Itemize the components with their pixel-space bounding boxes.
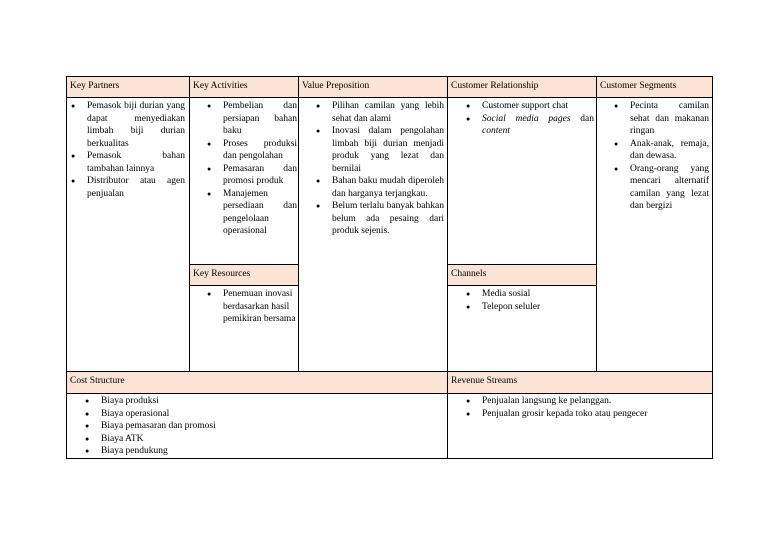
revenue-streams-header (448, 371, 712, 394)
channels-body (464, 288, 594, 313)
list-item: ● Manajemen persediaan dan pengelolaan operasional (205, 188, 297, 238)
customer-relationship-header (448, 77, 596, 98)
list-item: ● Pembelian dan persiapan bahan baku (205, 100, 297, 138)
list-item: ● Proses produksi dan pengolahan (205, 138, 297, 163)
key-activities-header (190, 77, 298, 98)
divider (447, 77, 448, 459)
key-partners-title: Key Partners (70, 81, 120, 91)
customer-segments-title: Customer Segments (600, 81, 677, 91)
cost-structure-title: Cost Structure (70, 376, 125, 386)
list-item: ● Penjualan langsung ke pelanggan. (464, 395, 710, 408)
list-item: ● Bahan baku mudah diperoleh dan harganya terjangkau. (314, 175, 444, 200)
list-item: ● Anak-anak, remaja, dan dewasa. (612, 138, 709, 163)
list-item (464, 113, 594, 138)
list-item: ● Belum terlalu banyak bahkan belum ada pesaing dari produk sejenis. (314, 200, 444, 238)
list-item: ● Biaya pendukung (83, 445, 443, 458)
list-item: ● Biaya operasional (83, 408, 443, 421)
cost-structure-header (67, 371, 447, 394)
list-item: ● Orang-orang yang mencari alternatif camilan yang lezat dan bergizi (612, 163, 709, 213)
key-resources-title: Key Resources (193, 269, 251, 279)
list-item: ● Telepon seluler (464, 301, 594, 314)
list-item: ● Distributor atau agen penjualan (69, 175, 185, 200)
revenue-streams-body (464, 395, 710, 420)
list-item: ● Pemasaran dan promosi produk (205, 163, 297, 188)
list-item: ● Penemuan inovasi berdasarkan hasil pemikiran bersama (205, 288, 297, 326)
customer-segments-header (597, 77, 712, 98)
list-item: ● Biaya produksi (83, 395, 443, 408)
key-resources-header (190, 264, 298, 286)
list-item: ● Pemasok biji durian yang dapat menyediakan limbah biji durian berkualitas (69, 100, 185, 150)
divider (596, 77, 597, 371)
connector-text: dan (580, 113, 594, 124)
customer-relationship-body (464, 100, 594, 138)
value-proposition-header (299, 77, 447, 98)
key-partners-body (67, 100, 187, 200)
list-item: ● Inovasi dalam pengolahan limbah biji durian menjadi produk yang lezat dan bernilai (314, 125, 444, 175)
list-item: ● Biaya pemasaran dan promosi (83, 420, 443, 433)
list-item: ● Pilihan camilan yang lebih sehat dan alami (314, 100, 444, 125)
customer-relationship-title: Customer Relationship (451, 81, 539, 91)
key-activities-title: Key Activities (193, 81, 248, 91)
list-item: ● Media sosial (464, 288, 594, 301)
key-activities-body (205, 100, 297, 264)
value-proposition-body (314, 100, 444, 238)
key-resources-body (205, 288, 297, 326)
channels-title: Channels (451, 269, 487, 279)
customer-segments-body (612, 100, 709, 213)
revenue-streams-title: Revenue Streams (451, 376, 518, 386)
divider (189, 77, 190, 371)
list-item: ● Biaya ATK (83, 433, 443, 446)
social-media-text: Social media pages (482, 113, 571, 124)
list-item: ● Pemasok bahan tambahan lainnya (69, 150, 185, 175)
divider (298, 77, 299, 371)
content-text: content (482, 126, 510, 136)
key-partners-header (67, 77, 189, 98)
channels-header (448, 264, 596, 286)
list-item: ● Customer support chat (464, 100, 594, 113)
value-proposition-title: Value Preposition (302, 81, 370, 91)
list-item: ● Pecinta camilan sehat dan makanan ringan (612, 100, 709, 138)
cost-structure-body (83, 395, 443, 458)
list-item: ● Penjualan grosir kepada toko atau pengecer (464, 408, 710, 421)
